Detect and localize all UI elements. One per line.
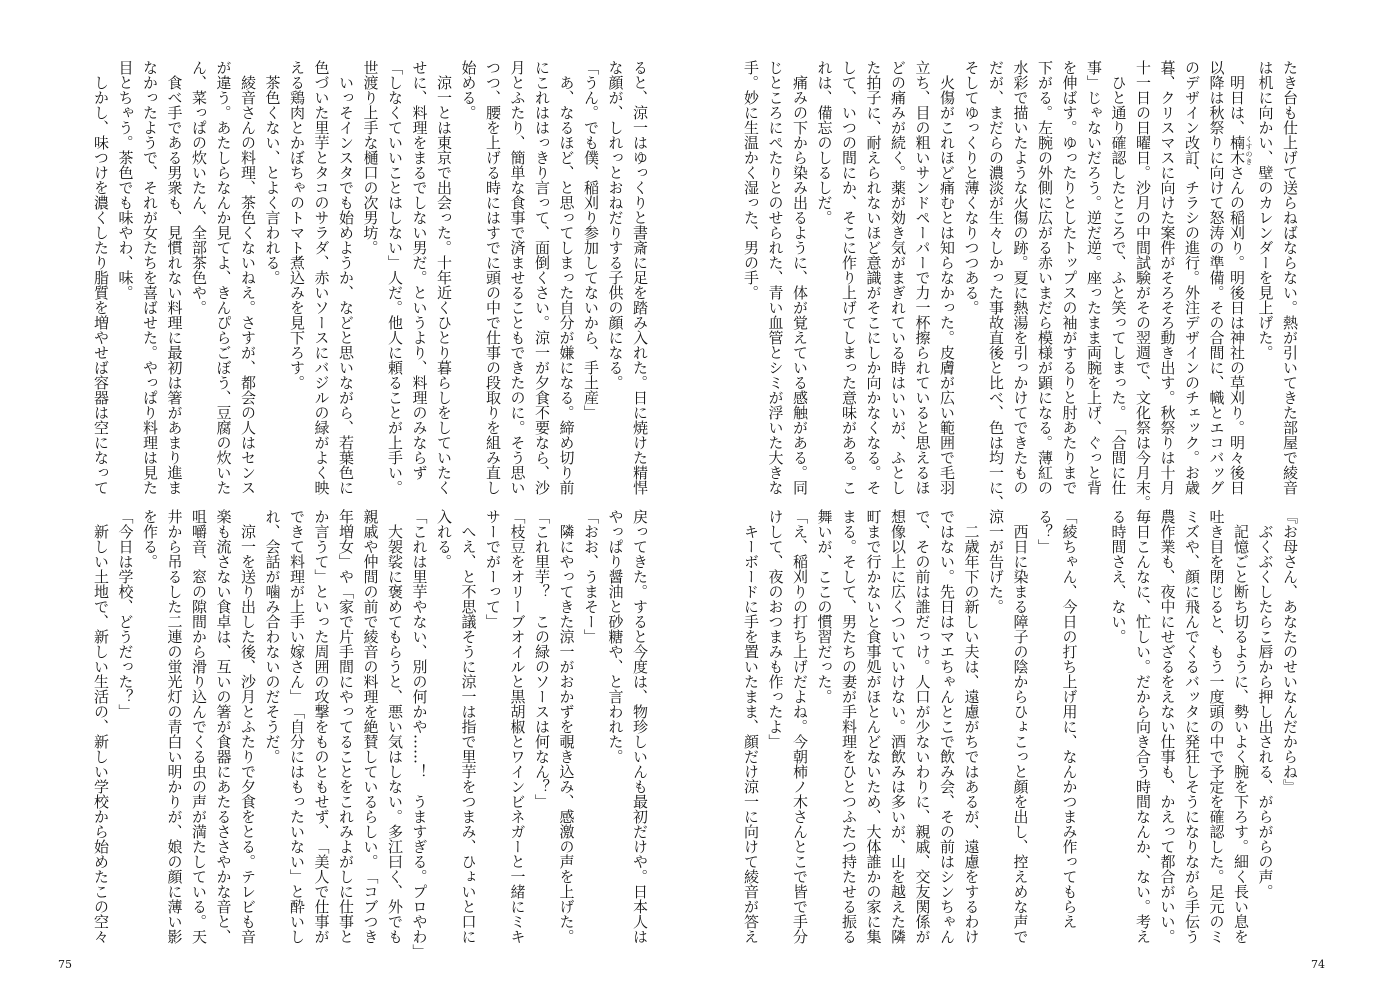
text-column: で、その前は誰だっけ。人口が少ないわりに、親戚、交友関係が [913,509,932,944]
text-column: 「しなくていいことはしない」人だ。他人に頼ることが上手い。 [386,60,404,495]
text-column: して、いつの間にか、そこに作り上げてしまった意味がある。こ [840,60,858,495]
text-column: キーボードに手を置いたまま、顔だけ涼一に向けて綾音が答え [742,509,760,944]
text-column: 吐き目を閉じると、もう一度頭の中で予定を確認した。足元のミ [1207,509,1226,944]
text-column: 「枝豆をオリーブオイルと黒胡椒とワインビネガーと一緒にミキ [508,509,527,944]
text-column: ひと通り確認したところで、ふと笑ってしまった。「合間に仕 [1109,60,1128,495]
text-column: は机に向かい、壁のカレンダーを見上げた。 [1256,60,1275,360]
text-column: 下がる。左腕の外側に広がる赤いまだら模様が顕になる。薄紅の [1036,60,1054,495]
text-column: れは、備忘のしるしだ。 [815,60,834,225]
text-column: 農作業も、夜中にせざるをえない仕事も、かえって都合がいい。 [1158,509,1177,944]
text-column: 火傷がこれほど痛むとは知らなかった。皮膚が広い範囲で毛羽 [938,60,956,495]
lower-text-block [739,509,1303,944]
text-column: 痛みの下から染み出るように、体が覚えている感触がある。同 [791,60,809,495]
text-column: 想像以上に広くついていけない。酒飲みは多いが、山を越えた隣 [889,509,907,944]
text-column: を作る。 [141,509,159,569]
text-column: 「これは里芋やない、別の何かや……！ うますぎる。プロやわ」 [410,509,429,959]
text-column: 綾音さんの料理、茶色くないねえ。さすが、都会の人はセンス [239,60,257,495]
text-column: 「え、稲刈りの打ち上げだよね。今朝柿ノ木さんとこで皆で手分 [791,509,809,944]
text-column: あ、なるほど、と思ってしまった自分が嫌になる。締め切り前 [557,60,576,495]
ruby-annotation [1228,135,1253,165]
text-segment: 明日は、 [1228,60,1246,135]
text-column: 十一日の日曜日。沙月の中間試験がその翌週で、文化祭は今月末。 [1134,60,1152,510]
text-column: ん、菜っぱの炊いたん、全部茶色や。 [190,60,208,315]
text-column: 井から吊るした二連の蛍光灯の青白い明かりが、娘の顔に薄い影 [165,509,184,944]
text-column: 記憶ごと断ち切るように、勢いよく腕を下ろす。細く長い息を [1232,509,1250,944]
text-column: ミズや、顔に飛んでくるバッタに発狂しそうになりながら手伝う [1183,509,1201,944]
text-column: じところにぺたりとのせられた、青い血管とシミが浮いた大きな [766,60,785,495]
text-column: 色づいた里芋とタコのサラダ、赤いソースにバジルの緑がよく映 [312,60,331,495]
text-column: ではない。先日はマエちゃんとこで飲み会、その前はシンちゃん [938,509,956,944]
text-column: へえ、と不思議そうに涼一は指で里芋をつまみ、ひょいと口に [459,509,478,944]
text-column: 毎日こんなに、忙しい。だから向き合う時間なんか、ない。考え [1134,509,1152,944]
upper-text-block [739,60,1303,510]
text-column: 立ち、目の粗いサンドペーパーで力一杯擦られていると思えるほ [913,60,932,495]
text-column: 世渡り上手な樋口の次男坊。 [361,60,380,255]
text-column: せに、料理をまるでしない男だ。というより、料理のみならず [410,60,429,480]
text-column: 年増女」や「家で片手間にやってることをこれみよがしに仕事と [337,509,355,944]
text-column: 手。妙に生温かく湿った、男の手。 [742,60,760,300]
ruby-base: 楠木 [1228,135,1246,165]
text-column: しかし、味つけを濃くしたり脂質を増やせば容器は空になって [92,60,110,495]
text-column: 楽も流さない食卓は、互いの箸が食器にあたるささやかな音と、 [214,509,233,944]
text-column: ると、涼一はゆっくりと書斎に足を踏み入れた。日に焼けた精悍 [631,60,649,495]
lower-text-block [89,509,653,959]
text-column: 入れる。 [435,509,453,569]
text-column: た拍子に、耐えられないほど意識がそこにしか向かなくなる。そ [864,60,883,495]
text-column: る時間さえ、ない。 [1109,509,1128,644]
text-column: 「おお、うまそー」 [582,509,600,644]
text-column: たき台も仕上げて送らねばならない。熱が引いてきた部屋で綾音 [1281,60,1299,495]
text-column: な顔が、しれっとおねだりする子供の顔になる。 [606,60,625,390]
text-column: 「うん。でも僕、稲刈り参加してないから、手土産」 [582,60,600,420]
text-column: 『お母さん、あなたのせいなんだからね』 [1281,509,1299,794]
text-column: える鶏肉とかぼちゃのトマト煮込みを見下ろす。 [288,60,306,390]
text-column: できて料理が上手い嫁さん」「自分にはもったいない」と酔いし [288,509,306,944]
text-column: 茶色くない、とよく言われる。 [263,60,282,285]
text-column: 目とちゃう。茶色でも味やわ、味。 [116,60,135,300]
text-column: 戻ってきた。すると今度は、物珍しいんも最初だけや。日本人は [631,509,649,944]
text-column: 水彩で描いたような火傷の跡。夏に熱湯を引っかけてできたもの [1011,60,1030,495]
text-column: そしてゆっくりと薄くなりつつある。 [962,60,981,315]
upper-text-block [89,60,653,495]
text-column: いっそインスタでも始めようか、などと思いながら、若葉色に [337,60,355,495]
text-column: か言うて」といった周囲の攻撃をものともせず、「美人で仕事が [312,509,331,944]
text-column [1229,60,1254,495]
blank-column [1082,509,1107,944]
text-column: が違う。あたしらなんか見てよ、きんぴらごぼう、豆腐の炊いた [214,60,233,495]
text-column: 「今日は学校、どうだった？」 [116,509,135,719]
text-column: る？」 [1036,509,1054,554]
text-column: 「これ里芋？ この緑のソースは何なん？」 [533,509,551,809]
text-column: 二歳年下の新しい夫は、遠慮がちではあるが、遠慮をするわけ [962,509,981,944]
right-page [695,0,1390,1000]
text-column: 新しい土地で、新しい生活の、新しい学校から始めたこの空々 [92,509,110,944]
text-column: 「綾ちゃん、今日の打ち上げ用に、なんかつまみ作ってもらえ [1060,509,1079,929]
text-column: 涼一が告げた。 [987,509,1005,614]
text-segment: さんの稲刈り。明後日は神社の草刈り。明々後日 [1228,165,1246,495]
text-column: つつ、腰を上げる時にはすでに頭の中で仕事の段取りを組み直し [484,60,502,495]
text-column: だが、まだらの濃淡が生々しかった事故直後と比べ、色は均一に、 [987,60,1005,510]
ruby-text: くすのき [1245,135,1253,165]
text-column: まる。そして、男たちの妻が手料理をひとつふたつ持たせる振る [840,509,858,944]
text-column: 食べ手である男衆も、見慣れない料理に最初は箸があまり進ま [165,60,184,495]
text-column: 親戚や仲間の前で綾音の料理を絶賛しているらしい。「コブつき [361,509,380,944]
text-column: どの痛みが続く。薬が効き気がまぎれている時はいいが、ふとし [889,60,907,495]
text-column: 暮、クリスマスに向けた案件がそろそろ動き出す。秋祭りは十月 [1158,60,1177,495]
text-column: なかったようで、それが女たちを喜ばせた。やっぱり料理は見た [141,60,159,495]
text-column: 事」じゃないだろう。逆だ逆。座ったまま両腕を上げ、ぐっと背 [1085,60,1103,495]
text-column: 舞いが、ここの慣習だった。 [815,509,834,704]
text-column: 月とふたり、簡単な食事で済ませることもできたのに。そう思い [508,60,527,495]
text-column: れ、会話が噛み合わないのだそうだ。 [263,509,282,764]
text-column: を伸ばす。ゆったりとしたトップスの袖がするりと肘あたりまで [1060,60,1079,495]
text-column: 大袈裟に褒めてもらうと、悪い気はしない。多江曰く、外でも [386,509,404,944]
text-column: 始める。 [459,60,478,120]
text-column: サーでがーって」 [484,509,502,629]
text-column: 町まで行かないと食事処がほとんどないため、大体誰かの家に集 [864,509,883,944]
text-column: 隣にやってきた涼一がおかずを覗き込み、感激の声を上げた。 [557,509,576,944]
text-column: やっぱり醤油と砂糖や、と言われた。 [606,509,625,764]
text-column: 咀嚼音、窓の隙間から滑り込んでくる虫の声が満たしている。天 [190,509,208,944]
text-column: 涼一を送り出した後、沙月とふたりで夕食をとる。テレビも音 [239,509,257,944]
text-column: 西日に染まる障子の陰からひょこっと顔を出し、控えめな声で [1011,509,1030,944]
text-column: ぶくぶくしたらこ唇から押し出される、がらがらの声。 [1256,509,1275,899]
text-column: のデザイン改訂、チラシの進行。外注デザインのチェック。お歳 [1183,60,1201,495]
text-column: けして、夜のおつまみも作ったよ」 [766,509,785,749]
page-number: 75 [58,958,72,971]
text-column: 以降は秋祭りに向けて怒涛の準備。その合間に、幟とエコバッグ [1207,60,1226,495]
text-column: にこれははっきり言って、面倒くさい。涼一が夕食不要なら、沙 [533,60,551,495]
page-number: 74 [1311,958,1325,971]
text-column: 涼一とは東京で出会った。十年近くひとり暮らしをしていたく [435,60,453,495]
